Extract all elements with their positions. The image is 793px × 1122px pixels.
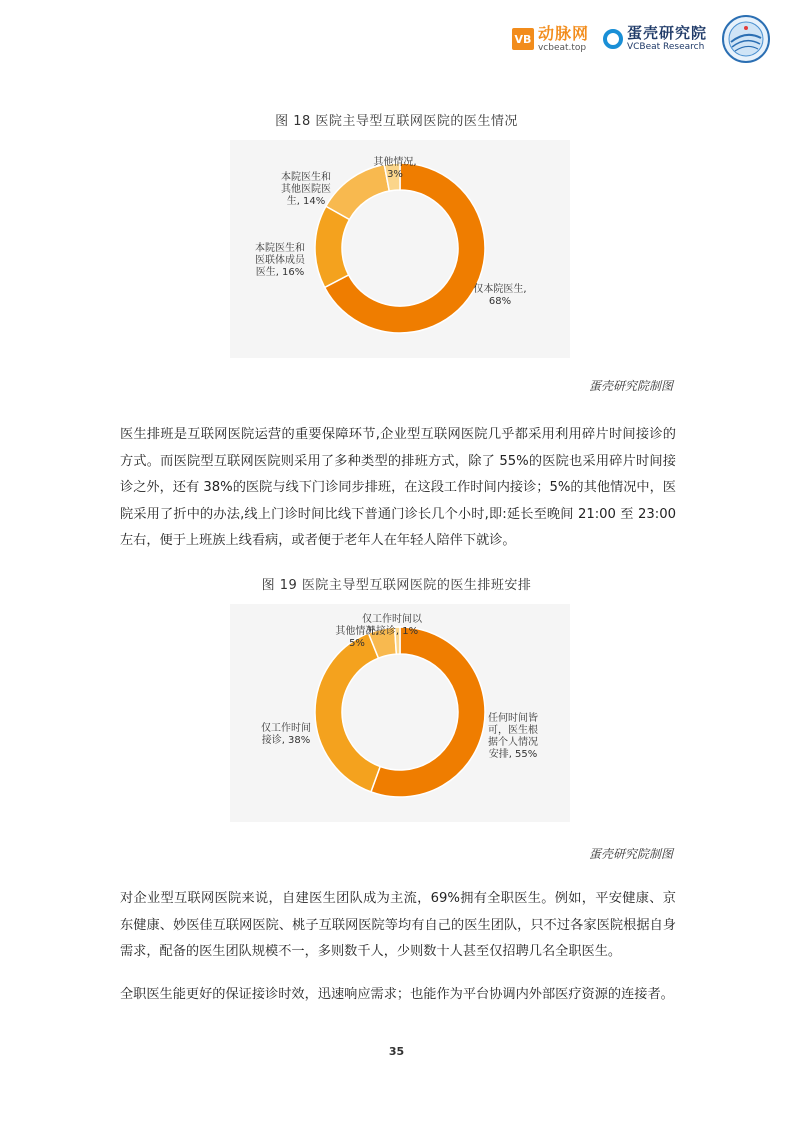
figure-19-chart <box>230 604 570 822</box>
figure-18-chart <box>230 140 570 358</box>
egg-logo-icon <box>603 29 623 49</box>
vcbeat-research-logo <box>603 26 707 52</box>
header-logos <box>512 14 771 64</box>
figure-18-title: 图 18 医院主导型互联网医院的医生情况 <box>275 114 518 129</box>
globe-seal-icon <box>721 14 771 64</box>
figure-19-source: 蛋壳研究院制图 <box>588 847 673 861</box>
page-number: 35 <box>388 1045 405 1058</box>
slice-label: 其他情况, 5% <box>335 626 379 649</box>
vcbeat-logo <box>512 23 589 53</box>
vb-logo-url: vcbeat.top <box>537 42 587 53</box>
figure-18-source: 蛋壳研究院制图 <box>588 379 673 393</box>
figure-18-donut <box>230 140 570 358</box>
donut-slice <box>326 164 389 219</box>
donut-slice <box>315 633 380 792</box>
slice-label: 仅工作时间以外接诊, 1% <box>362 614 422 637</box>
donut-slice <box>315 206 349 287</box>
vb-logo-icon: VB <box>512 28 534 50</box>
slice-label: 本院医生和其他医院医生, 14% <box>281 172 331 207</box>
slice-label: 仅本院医生, 68% <box>473 284 527 307</box>
slice-label: 本院医生和医联体成员医生, 16% <box>255 243 305 278</box>
body-paragraph-2: 对企业型互联网医院来说，自建医生团队成为主流，69%拥有全职医生。例如，平安健康、京东健康、妙医佳互联网医院、桃子互联网医院等均有自己的医生团队，只不过各家医院根据自身需求，配备的医生团队规模不一，多则数千人，少则数十人甚至仅招聘几名全职医生。 <box>120 891 676 959</box>
dk-logo-name: 蛋壳研究院 <box>626 24 707 42</box>
body-paragraph-3: 全职医生能更好的保证接诊时效，迅速响应需求；也能作为平台协调内外部医疗资源的连接者。 <box>120 987 674 1002</box>
slice-label: 任何时间皆可，医生根据个人情况安排, 55% <box>488 713 538 760</box>
vb-logo-name: 动脉网 <box>537 23 589 43</box>
figure-19-donut <box>230 604 570 822</box>
figure-19-title: 图 19 医院主导型互联网医院的医生排班安排 <box>261 578 532 593</box>
dk-logo-en: VCBeat Research <box>626 42 705 52</box>
slice-label: 仅工作时间接诊, 38% <box>261 723 311 746</box>
body-paragraph-1: 医生排班是互联网医院运营的重要保障环节,企业型互联网医院几乎都采用利用碎片时间接诊的方式。而医院型互联网医院则采用了多种类型的排班方式，除了 55%的医院也采用碎片时间接诊之外，还有 38%的医院与线下门诊同步排班，在这段工作时间内接诊；5%的其他情况中，医院采用了折中的办法,线上门诊时间比线下普通门诊长几个小时,即:延长至晚间 21:00 至 23:00 左右，便于上班族上线看病，或者便于老年人在年轻人陪伴下就诊。 <box>120 427 676 548</box>
slice-label: 其他情况, 3% <box>373 157 417 180</box>
